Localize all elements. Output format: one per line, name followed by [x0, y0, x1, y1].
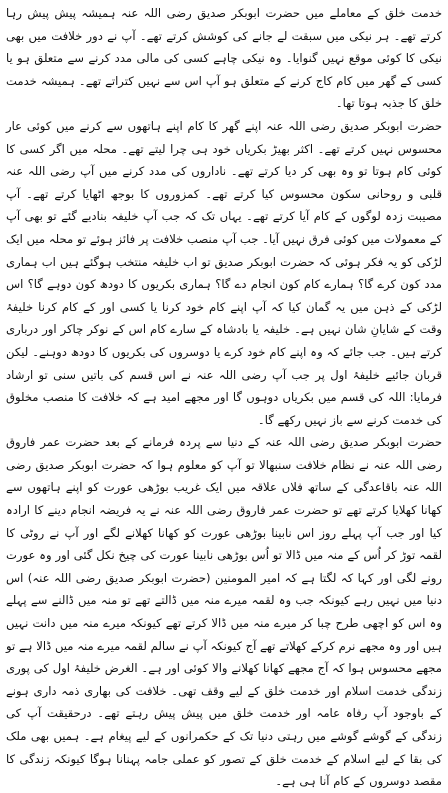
paragraph-household-work: حضرت ابوبکر صدیق رضی اللہ عنہ اپنے گھر کا کام اپنے ہاتھوں سے کرنے میں کوئی عار محسوس نہیں کرتے تھے۔ اکثر بھیڑ بکریاں خود ہی چرا لیتے تھے۔ محلہ میں اگر کسی کا کوئی کام ہوتا تو وہ بھی کر دیا کرتے تھے۔ ناداروں کی مدد کرنے میں آپ رضی اللہ عنہ قلبی و روحانی سکون محسوس کیا کرتے تھے۔ کمزوروں کا بوجھ اٹھایا کرتے تھے۔ آپ مصیبت زدہ لوگوں کے کام آیا کرتے تھے۔ یہاں تک کہ جب آپ خلیفہ بنادیے گئے تو بھی آپ کے معمولات میں کوئی فرق نہیں آیا۔ جب آپ منصب خلافت پر فائز ہوئے تو محلہ میں ایک لڑکی کو یہ فکر ہوئی کہ حضرت ابوبکر صدیق تو اب خلیفہ منتخب ہوگئے ہیں اب ہماری مدد کون کرے گا؟ ہمارے کام کون انجام دے گا؟ ہماری بکریوں کا دودھ کون دوہے گا؟ اس لڑکی کے ذہن میں یہ گمان کیا کہ آپ اپنے کام خود کرنا یا کسی اور کے کام کرنا خلیفۂ وقت کے شایانِ شان نہیں ہے۔ خلیفہ یا بادشاہ کے سارے کام اس کے نوکر چاکر اور درباری کرتے ہیں۔ جب جائے کہ وہ اپنے کام خود کرے یا دوسروں کی بکریوں کا دودھ دوہنے۔ لیکن قربان جائیے خلیفۂ اول پر جب آپ رضی اللہ عنہ نے اس قسم کی باتیں سنی تو ارشاد فرمایا: اللہ کی قسم میں بکریاں دوہوں گا اور مجھے امید ہے کہ خلافت کا منصب مخلوق کی خدمت کرنے سے باز نہیں رکھے گا۔: [6, 118, 442, 427]
paragraph-blind-woman: حضرت ابوبکر صدیق رضی اللہ عنہ کے دنیا سے پردہ فرمانے کے بعد حضرت عمر فاروق رضی اللہ عنہ نے نظام خلافت سنبھالا تو آپ کو معلوم ہوا کہ حضرت ابوبکر صدیق رضی اللہ عنہ باقاعدگی کے ساتھ فلاں علاقہ میں ایک غریب بوڑھی عورت کو اپنے ہاتھوں سے کھانا کھلایا کرتے تھے تو حضرت عمر فاروق رضی اللہ عنہ نے یہ فریضہ انجام دینے کا ارادہ کیا اور جب آپ پہلے روز اس نابینا بوڑھی عورت کو کھانا کھلانے لگے اور آپ نے روٹی کا لقمہ توڑ کر اُس کے منہ میں ڈالا تو اُس بوڑھی نابینا عورت کی چیخ نکل گئی اور وہ عورت رونے لگی اور کہا کہ لگتا ہے کہ امیر المومنین (حضرت ابوبکر صدیق رضی اللہ عنہ) اس دنیا میں نہیں رہے کیونکہ جب وہ لقمہ میرے منہ میں ڈالتے تھے تو منہ میں ڈالنے سے پہلے وہ اس کو اچھی طرح چبا کر میرے منہ میں ڈالا کرتے تھے کیونکہ میرے منہ میں دانت نہیں ہیں اور وہ مجھے نرم کرکے کھلاتے تھے آج کیونکہ آپ نے سالم لقمہ میرے منہ میں ڈالا ہے تو مجھے محسوس ہوا کہ آج مجھے کھانا کھلانے والا کوئی اور ہے۔ الغرض خلیفۂ اول کی پوری زندگی خدمت اسلام اور خدمت خلق کے لیے وقف تھی۔ خلافت کی بھاری ذمہ داری ہونے کے باوجود آپ رفاہ عامہ اور خدمت خلق میں پیش پیش رہتے تھے۔ درحقیقت آپ کی زندگی کے گوشے گوشے میں رہتی دنیا تک کے حکمرانوں کے لیے پیغام ہے۔ ہمیں بھی ملک کی بقا کے لیے اسلام کے خدمت خلق کے تصور کو عملی جامہ پہنانا ہوگا کیونکہ زندگی کا مقصد دوسروں کے کام آنا ہی ہے۔: [6, 435, 442, 789]
paragraph-public-service: خدمت خلق کے معاملے میں حضرت ابوبکر صدیق رضی اللہ عنہ ہمیشہ پیش پیش رہا کرتے تھے۔ ہر نیکی میں سبقت لے جانے کی کوشش کرتے تھے۔ آپ نے دور خلافت میں بھی نیکی کا کوئی موقع نہیں گنوایا۔ وہ نیکی چاہے کسی کی مالی مدد کرنے سے متعلق ہو یا کسی کے گھر میں کام کاج کرنے کے متعلق ہو آپ اس سے نہیں کتراتے تھے۔ ہمیشہ خدمت خلق کا جذبہ ہوتا تھا۔: [6, 6, 442, 111]
